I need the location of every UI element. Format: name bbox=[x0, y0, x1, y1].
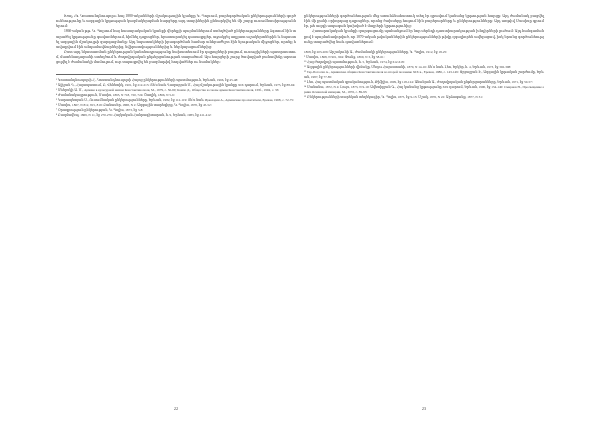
footnote: ¹⁵ Ընկերությունների տարեկան տեղեկագիր, Կ. Պոլիս, 1875, էջ 9-15: Մշակ, 1876, N 22: Արձագանք, 1877, N 31: bbox=[304, 94, 483, 99]
body-paragraph: Ըստ այդ նկատառման ընկերության կանոնադրությունը նախատեսում էր դպրոցների բացում, ուսուցիչների պատրաստում, մատենադարանի ստեղծում և ժողովրդական ընթերցանության տարածում: Այս հարցերի շուրջ ծավալված բանավեճը արտացոլվել է ժամանակի մամուլում, ուր տպագրվել են բազմաթիվ հոդվածներ ու նամակներ: bbox=[56, 50, 296, 65]
footnote: ⁶ Մասիս, 1867, N 812, 815, 819: Բանասեր, 1868, N 2: Ազգային տարեգիրք, Կ. Պոլիս, 1870, էջ 45-52: bbox=[56, 102, 212, 107]
footnote: ¹¹ Ազգային ընկերությունների վիճակը, Մեղու Հայաստանի, 1870, N 14-16: Տե՛ս նաև Լեո, Երկեր, հ. 4, Երևան, 1973, էջ 302-308: bbox=[304, 65, 512, 70]
page-number: 22 bbox=[173, 406, 179, 411]
footnote: ¹² Тер-Погосян А., Армянская община Константинополя во второй половине XIX в., Ереван, 1986, с. 143-149: Ջրբաշյան Է., Ազգային կրթական շարժումը, Երևան, 1987, էջ 77-85: bbox=[304, 70, 544, 79]
footnote: ¹ Կոստանդնուպոլսի Հ., Կոստանդնուպոլսի Հայոց ընկերությունների պատմություն, Երևան, 1966, էջ 45-48: bbox=[56, 77, 239, 82]
footnote: ³ Սևերսկի Ա. Մ., Армяне в культурной жизни Константинополя, М., 1979, с. 56-60; Кампо Д., Общества и союзы армян Константинополя, СПб., 1904, с. 33: bbox=[56, 87, 280, 92]
body-paragraph: Հասարակական կյանքի զարգացումը պահանջում էր նոր սերնդի դաստիարակության խնդիրների լուծում: Այդ հանգամանքով է պայմանավորված, որ 1870-ական թվականներին ընկերությունների թիվը զգալիորեն ավելացավ, իսկ նրանց գործունեությունը տարածվեց նաև գավառներում: bbox=[304, 29, 544, 44]
footnote: ⁵ Կարապետյան Ս., Ուսումնական ընկերությունները, Երևան, 1982, էջ 112-119: Տե՛ս նաև Ирказарян А., Армянские просветители, Ереван, 1968, с. 72-75: bbox=[56, 97, 294, 102]
page-number: 23 bbox=[421, 406, 427, 411]
body-paragraph: 1860-ական թթ. Կ. Պոլսում հայ հասարակական կյանքի վերելքի պայմաններում ստեղծված ընկերությունները ձգտում էին տարածել կրթությունը գավառներում, հիմնել դպրոցներ, հրատարակել դասագրքեր, աջակցել աղքատ աշակերտներին և նպաստել ազգային մշակույթի զարգացմանը: Այդ նպատակների իրագործման համար անհրաժեշտ էին նյութական միջոցներ, որոնք հավաքվում էին անդամավճարներից, նվիրատվություններից և ներկայացումներից: bbox=[56, 29, 296, 49]
right-page bbox=[304, 14, 544, 412]
left-page bbox=[56, 14, 296, 412]
body-paragraph: Խաչ «Կ. Կոստանդնուպոլս» հայ 1880-ականների մշակութային կյանքը Կ. Պոլսում, բարեգործական ընկերությունների գործունեությունը և ազգային կրթության կազմակերպման հարցերը այդ տարիներին քննարկվել են մի շարք ուսումնասիրություններում: bbox=[56, 14, 296, 29]
footnote: ² Ալիշան Ղ., Հայապատում, Բ, Վենետիկ, 1901, էջ 212-215: Տե՛ս նաև Ղազարյան Մ., Հայ մշակութային կյանքը XIX դարում, Երևան, 1975, էջ 88-94: bbox=[56, 82, 296, 87]
right-footnotes bbox=[304, 50, 544, 100]
right-body-text bbox=[304, 14, 544, 45]
footnote: ⁷ Օրագրություն ընկերության, Կ. Պոլիս, 1873, էջ 3-8: bbox=[56, 107, 144, 112]
left-footnotes bbox=[56, 78, 296, 118]
footnote: ⁹ Մասիս, 1868, N 901, 904: Փունջ, 1869, N 3, էջ 58-61: bbox=[304, 54, 385, 59]
body-paragraph: ընկերությունների գործունեության մեջ առանձնահատուկ տեղ էր գրավում կանանց կրթության հարցը: Այդ ժամանակ բացվել էին մի քանի օրիորդաց դպրոցներ, որոնց ծախսերը հոգում էին բարերարները և ընկերությունները: Այդ առթիվ Մասիսը գրում էր, թե ազգի ապագան կախված է մայրերի կրթությունից: bbox=[304, 14, 544, 29]
footnote: ¹⁴ Մանանա, 1872, N 4: Լույս, 1873, N 9-10: Ավետիքյան Գ., Հայ կանանց կրթությունը XIX դարում, Երևան, 1990, էջ 134-140: Смирнов Н., Просвещение армян Османской империи, М., 1976, с. 89-93: bbox=[304, 84, 544, 94]
footnote: ¹³ Լեո, Հայ պատմական գրականություն, Թիֆլիս, 1909, էջ 118-124: Անանյան Ա., Ժողովրդական ընթերցարանները, Երևան, 1971, էջ 50-57: bbox=[304, 79, 533, 84]
footnote: ⁴ Ժամանակագրություն, Մասիս, 1865, N 718, 720, 724: Ծաղիկ, 1866, N 5-6: bbox=[56, 92, 175, 97]
footnote-divider bbox=[56, 74, 138, 75]
left-body-text bbox=[56, 14, 296, 66]
footnote: ⁸ Բազմավեպ, 1869, N 11, էջ 270-276: Հայկական Հանրագիտարան, հ. 9, Երևան, 1983, էջ 411-412: bbox=[56, 112, 212, 117]
footnote: ¹⁰ Հայ ժողովրդի պատմություն, հ. 5, Երևան, 1974, էջ 612-618: bbox=[304, 60, 405, 65]
footnote: 1868, էջ 203-206: Արշակունի Ա., Ժամանակի ընկերությունները, Կ. Պոլիս, 1912, էջ 18-25: bbox=[304, 49, 448, 54]
